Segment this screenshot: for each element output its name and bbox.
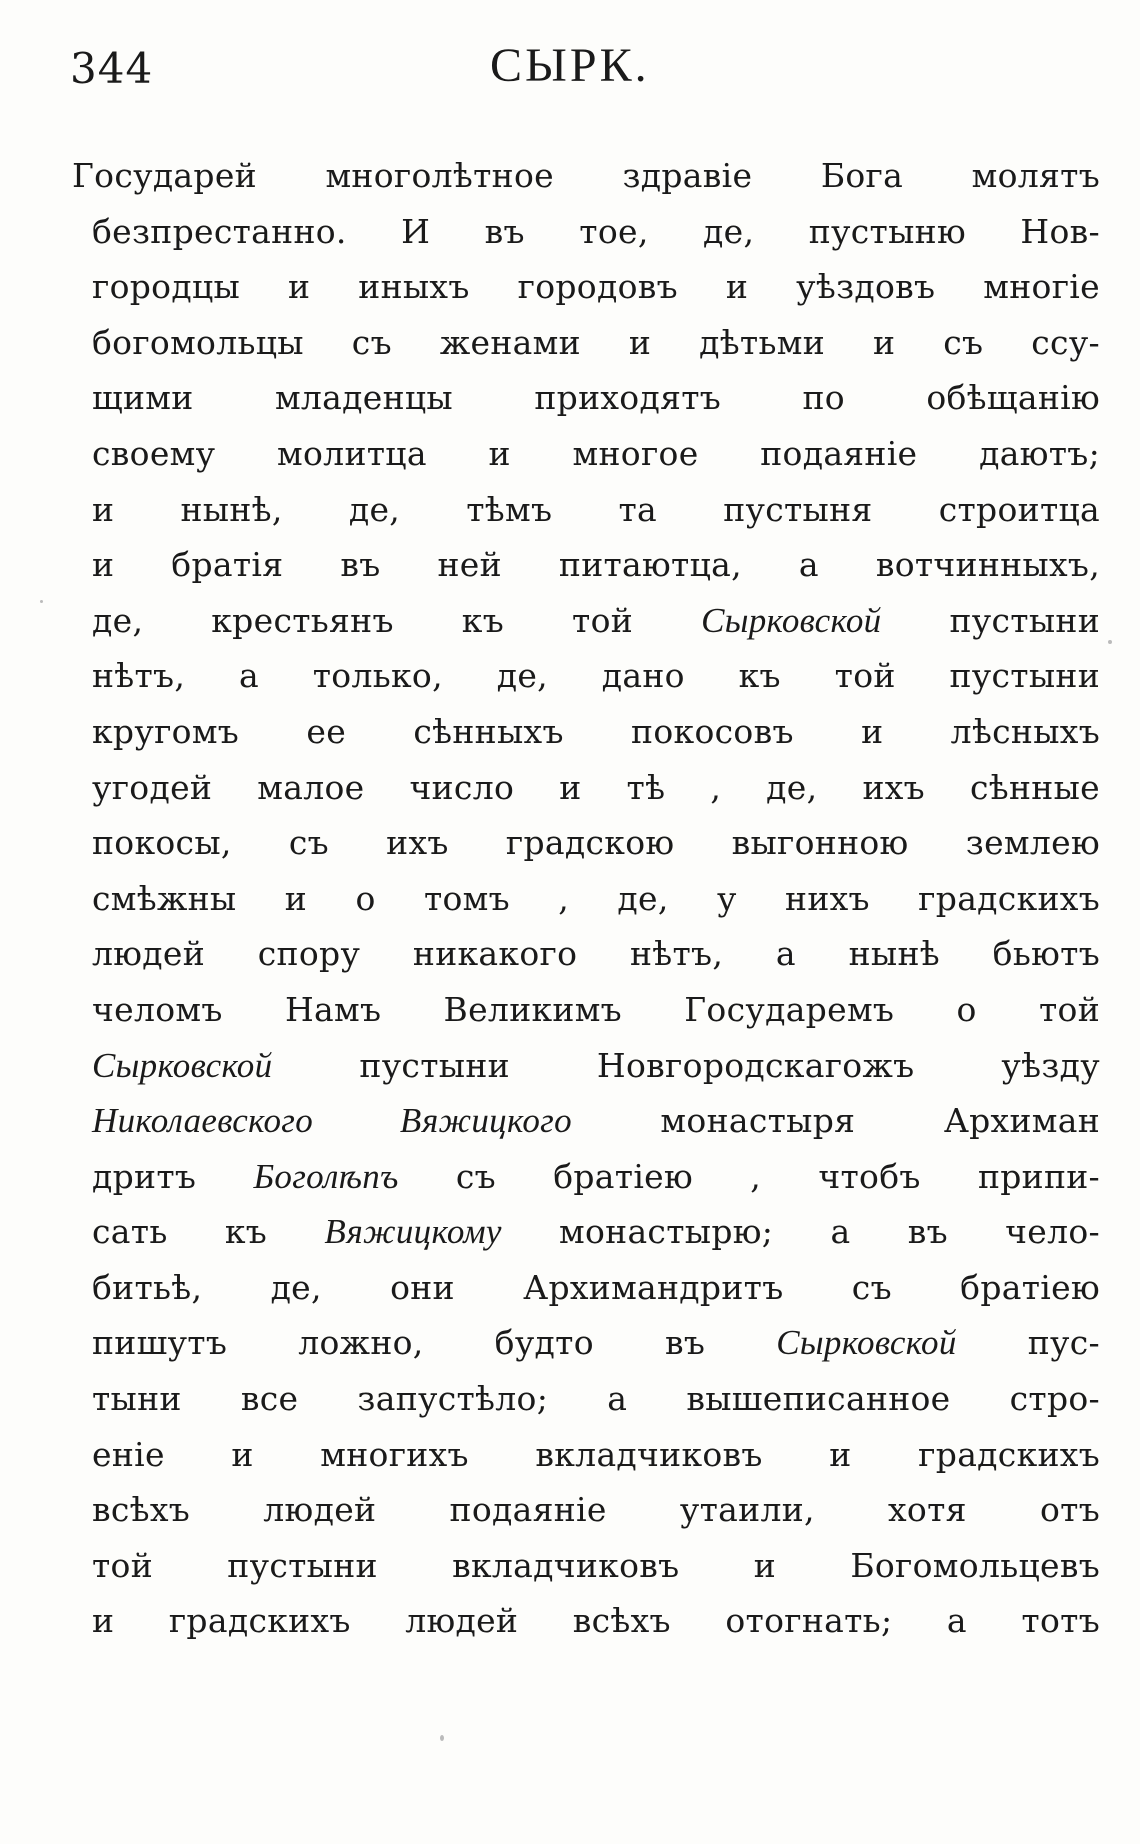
- text-line: [92, 648, 1100, 704]
- text-line: [92, 760, 1100, 816]
- italic-text-segment: Сырковской: [701, 600, 882, 640]
- text-segment: покосы, съ ихъ градскою выгонною землею: [92, 823, 1100, 863]
- text-line: [92, 1315, 1100, 1371]
- text-segment: всѣхъ людей подаяніе утаили, хотя отъ: [92, 1490, 1100, 1530]
- text-line: [92, 1149, 1100, 1205]
- running-head: СЫРК.: [490, 39, 650, 92]
- text-line: [92, 704, 1100, 760]
- text-segment: своему молитца и многое подаяніе даютъ;: [92, 433, 1100, 473]
- italic-text-segment: Боголѣпъ: [253, 1156, 399, 1196]
- italic-text-segment: Вяжицкому: [324, 1212, 502, 1252]
- text-segment: пус-: [956, 1323, 1100, 1363]
- text-segment: людей спору никакого нѣтъ, а нынѣ бьютъ: [92, 934, 1100, 974]
- text-line: [92, 426, 1100, 482]
- text-segment: и братія въ ней питаютца, а вотчинныхъ,: [92, 545, 1100, 585]
- text-line: [92, 204, 1100, 260]
- text-line: [92, 370, 1100, 426]
- text-segment: дритъ: [92, 1156, 254, 1196]
- text-line: [92, 1093, 1100, 1149]
- text-segment: сать къ: [92, 1212, 325, 1252]
- paper-speck: [40, 600, 43, 603]
- text-segment: еніе и многихъ вкладчиковъ и градскихъ: [92, 1434, 1100, 1474]
- text-segment: битьѣ, де, они Архимандритъ съ братіею: [92, 1267, 1100, 1307]
- text-line: [92, 593, 1100, 649]
- page-number: 344: [70, 44, 154, 93]
- paper-speck: [1108, 640, 1112, 644]
- text-line: [92, 482, 1100, 538]
- text-segment: щими младенцы приходятъ по обѣщанію: [92, 378, 1100, 418]
- text-line: [72, 148, 1100, 204]
- paper-speck: [440, 1735, 444, 1741]
- text-line: [92, 1538, 1100, 1594]
- text-line: [92, 1427, 1100, 1483]
- text-line: [92, 1260, 1100, 1316]
- text-segment: пишутъ ложно, будто въ: [92, 1323, 777, 1363]
- italic-text-segment: Сырковской: [92, 1045, 273, 1085]
- italic-text-segment: Николаевского Вяжицкого: [92, 1101, 572, 1141]
- text-segment: богомольцы съ женами и дѣтьми и съ ссу-: [92, 322, 1100, 362]
- text-line: [92, 815, 1100, 871]
- text-segment: челомъ Намъ Великимъ Государемъ о той: [92, 989, 1100, 1029]
- text-line: [92, 1371, 1100, 1427]
- text-segment: кругомъ ее сѣнныхъ покосовъ и лѣсныхъ: [92, 711, 1100, 751]
- page-header: [70, 39, 1100, 104]
- text-line: [92, 871, 1100, 927]
- text-line: [92, 1593, 1100, 1649]
- text-segment: съ братіею , чтобъ припи-: [398, 1156, 1100, 1196]
- text-segment: пустыни: [881, 600, 1100, 640]
- text-segment: безпрестанно. И въ тое, де, пустыню Нов-: [92, 211, 1100, 251]
- text-segment: монастырю; а въ чело-: [501, 1212, 1100, 1252]
- text-segment: и нынѣ, де, тѣмъ та пустыня строитца: [92, 489, 1100, 529]
- text-line: [92, 926, 1100, 982]
- text-segment: и градскихъ людей всѣхъ отогнать; а тотъ: [92, 1601, 1100, 1641]
- text-line: [92, 1482, 1100, 1538]
- text-segment: тыни все запустѣло; а вышеписанное стро-: [92, 1379, 1100, 1419]
- text-segment: Государей многолѣтное здравіе Бога молятъ: [72, 156, 1100, 195]
- text-segment: угодей малое число и тѣ , де, ихъ сѣнные: [92, 767, 1100, 807]
- text-line: [92, 537, 1100, 593]
- text-line: [92, 982, 1100, 1038]
- body-text: [72, 148, 1100, 1649]
- text-segment: городцы и иныхъ городовъ и уѣздовъ многіе: [92, 267, 1100, 307]
- text-line: [92, 1038, 1100, 1094]
- text-segment: монастыря Архиман: [571, 1101, 1100, 1141]
- text-segment: нѣтъ, а только, де, дано къ той пустыни: [92, 656, 1100, 696]
- italic-text-segment: Сырковской: [776, 1323, 957, 1363]
- text-segment: пустыни Новгородскагожъ уѣзду: [272, 1045, 1100, 1085]
- text-segment: той пустыни вкладчиковъ и Богомольцевъ: [92, 1545, 1100, 1585]
- text-segment: смѣжны и о томъ , де, у нихъ градскихъ: [92, 878, 1100, 918]
- text-line: [92, 315, 1100, 371]
- text-segment: де, крестьянъ къ той: [92, 600, 702, 640]
- text-line: [92, 259, 1100, 315]
- text-line: [92, 1204, 1100, 1260]
